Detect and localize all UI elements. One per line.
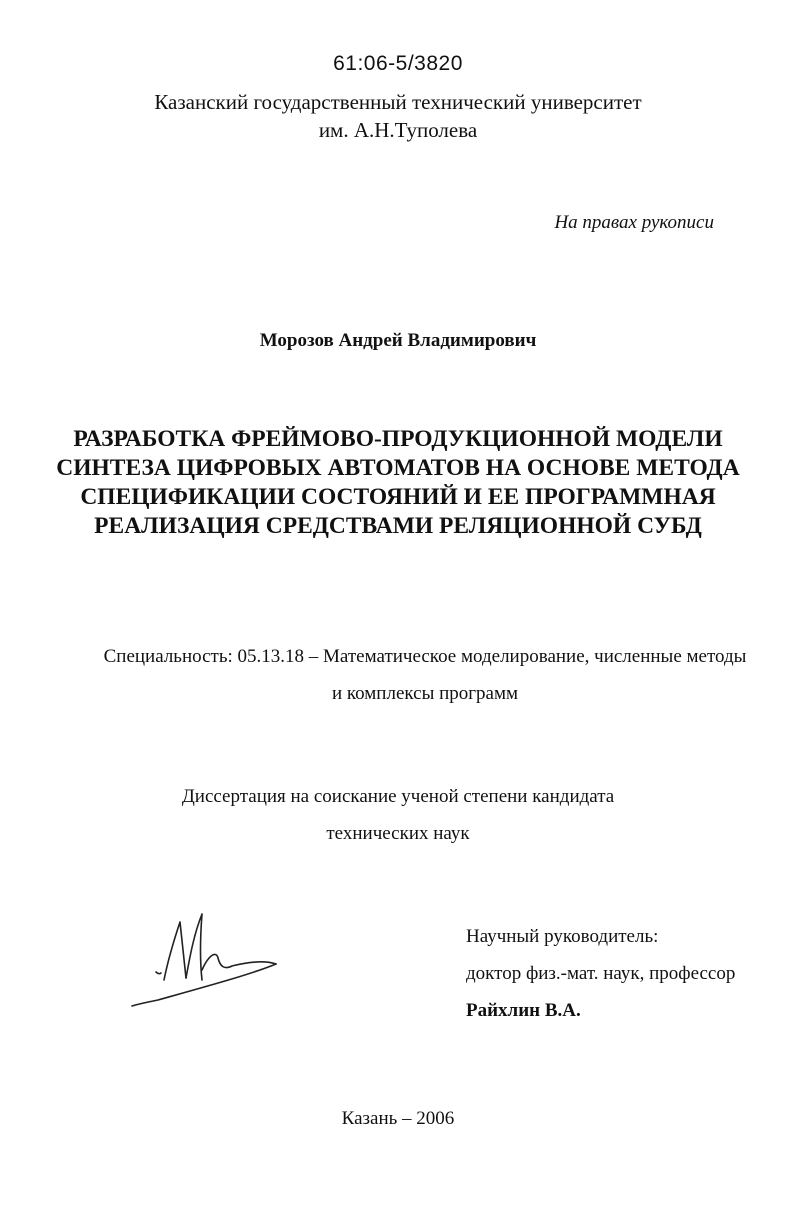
- degree-statement: [0, 778, 796, 852]
- signature-icon: [128, 900, 288, 1010]
- supervisor-name: Райхлин В.А.: [466, 1000, 581, 1021]
- title-line-1: РАЗРАБОТКА ФРЕЙМОВО-ПРОДУКЦИОННОЙ МОДЕЛИ: [73, 426, 723, 452]
- title-line-2: СИНТЕЗА ЦИФРОВЫХ АВТОМАТОВ НА ОСНОВЕ МЕТОДА: [56, 455, 740, 481]
- supervisor-degree: доктор физ.-мат. наук, профессор: [466, 963, 736, 984]
- specialty-line-1: Специальность: 05.13.18 – Математическое моделирование, численные методы: [103, 646, 747, 667]
- specialty-line-2: и комплексы программ: [331, 683, 519, 704]
- supervisor-block: [466, 918, 786, 1029]
- university-line-1: Казанский государственный технический университет: [154, 90, 642, 114]
- author-name: Морозов Андрей Владимирович: [259, 330, 537, 351]
- catalog-number: 61:06-5/3820: [333, 52, 463, 75]
- degree-line-1: Диссертация на соискание ученой степени кандидата: [181, 786, 615, 807]
- university-name: [0, 88, 796, 144]
- rights-note: На правах рукописи: [554, 212, 714, 233]
- degree-line-2: технических наук: [326, 823, 470, 844]
- university-line-2: им. А.Н.Туполева: [318, 118, 478, 142]
- specialty: [40, 638, 796, 712]
- title-line-3: СПЕЦИФИКАЦИИ СОСТОЯНИЙ И ЕЕ ПРОГРАММНАЯ: [80, 484, 716, 510]
- city-year: Казань – 2006: [341, 1108, 455, 1129]
- dissertation-title: [0, 425, 796, 541]
- title-line-4: РЕАЛИЗАЦИЯ СРЕДСТВАМИ РЕЛЯЦИОННОЙ СУБД: [94, 513, 702, 539]
- supervisor-label: Научный руководитель:: [466, 926, 659, 947]
